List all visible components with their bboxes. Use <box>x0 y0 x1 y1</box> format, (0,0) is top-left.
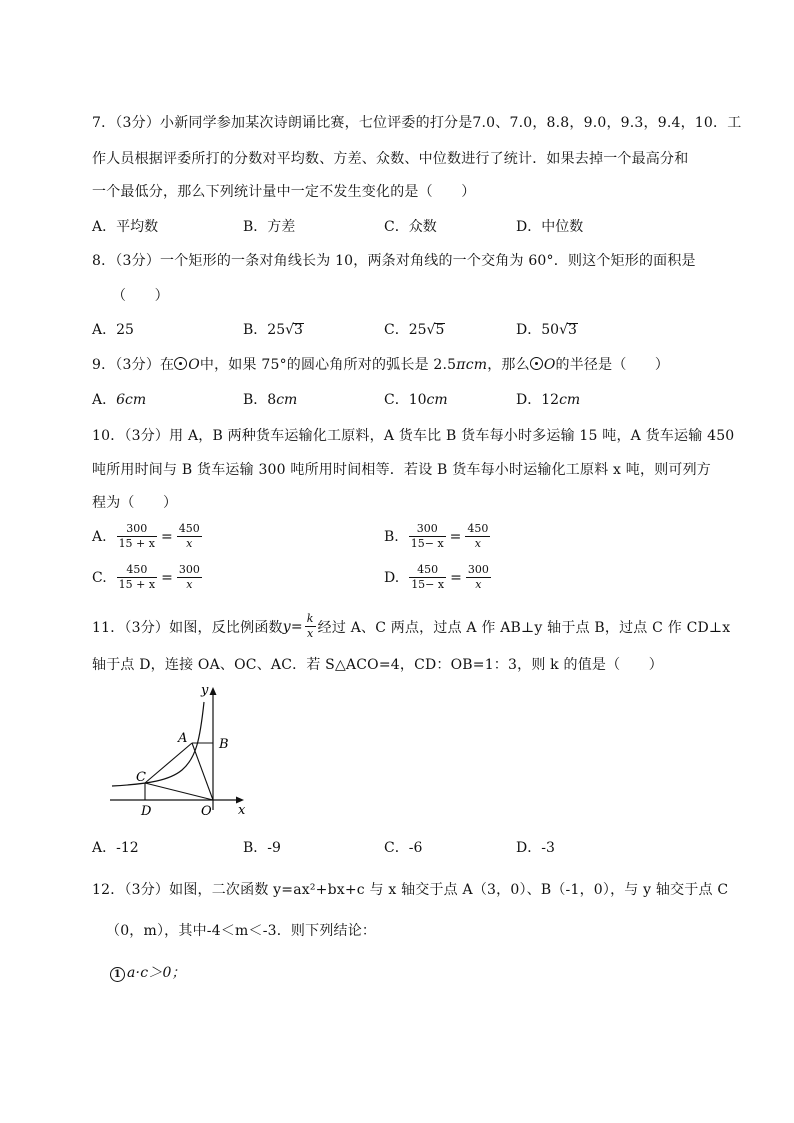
q7-line-3: 一个最低分，那么下列统计量中一定不发生变化的是（ ） <box>92 184 476 200</box>
q10-option-b: B. $\frac{300}{15- x}$ = $\frac{450}{x}$ <box>384 522 489 550</box>
q12-line-1: 12．（3分）如图，二次函数 y=ax²+bx+c 与 x 轴交于点 A（3，0）、B（-1，0），与 y 轴交于点 C <box>92 882 729 898</box>
q11-option-b: B．-9 <box>243 840 281 856</box>
sqrt-symbol: √ <box>559 322 568 338</box>
q8-line-2: （ ） <box>112 288 169 304</box>
q7-option-a: A．平均数 <box>92 219 159 235</box>
q8-line-1: 8．（3分）一个矩形的一条对角线长为 10，两条对角线的一个交角为 60°．则这个矩形的面积是 <box>92 253 696 269</box>
label-o: O <box>201 804 212 819</box>
circled-number-icon: 1 <box>110 967 125 982</box>
label-a: A <box>178 731 188 746</box>
q10-line-1: 10．（3分）用 A，B 两种货车运输化工原料，A 货车比 B 货车每小时多运输 15 吨，A 货车运输 450 <box>92 428 735 444</box>
q7-line-2: 作人员根据评委所打的分数对平均数、方差、众数、中位数进行了统计．如果去掉一个最高分和 <box>92 151 689 167</box>
label-y: y <box>201 683 209 698</box>
q8-option-a: A．25 <box>92 322 134 338</box>
q7-option-b: B．方差 <box>243 219 296 235</box>
q9-option-d: D．12cm <box>516 392 581 408</box>
label-c: C <box>136 770 146 785</box>
label-b: B <box>219 737 229 752</box>
q10-option-c: C. $\frac{450}{15 + x}$ = $\frac{300}{x}$ <box>92 563 200 591</box>
circle-dot-icon <box>174 357 187 370</box>
q10-option-d: D. $\frac{450}{15- x}$ = $\frac{300}{x}$ <box>384 563 489 591</box>
q11-option-d: D．-3 <box>516 840 555 856</box>
q10-line-3: 程为（ ） <box>92 495 178 511</box>
q10-option-a: A. $\frac{300}{15 + x}$ = $\frac{450}{x}$ <box>92 522 200 550</box>
circle-dot-icon <box>530 357 543 370</box>
sqrt-symbol: √ <box>426 322 436 338</box>
q11-option-c: C．-6 <box>384 840 423 856</box>
label-x: x <box>238 803 246 818</box>
q8-option-b: B．25√3 <box>243 322 303 338</box>
y-axis-arrow-icon <box>210 687 217 695</box>
q11-figure <box>100 680 260 820</box>
q11-line-2: 轴于点 D，连接 OA、OC、AC．若 S△ACO=4，CD：OB=1：3，则 k 的值是（ ） <box>92 657 663 673</box>
q8-option-c: C．25√5 <box>384 322 445 338</box>
q10-line-2: 吨所用时间与 B 货车运输 300 吨所用时间相等．若设 B 货车每小时运输化工原料 x 吨，则可列方 <box>92 462 711 478</box>
sqrt-symbol: √ <box>285 322 295 338</box>
q9-line-1: 9．（3分）在 O中，如果 75°的圆心角所对的弧长是 2.5πcm，那么 O的半径是（ ） <box>92 357 670 373</box>
q11-option-a: A．-12 <box>92 840 139 856</box>
label-d: D <box>141 804 152 819</box>
q12-item-1: 1 a·c＞0； <box>110 962 186 982</box>
q8-option-d: D．50√3 <box>516 322 577 338</box>
q9-option-c: C．10cm <box>384 392 448 408</box>
segment-oa <box>192 743 213 800</box>
q12-line-2: （0，m），其中-4＜m＜-3．则下列结论： <box>106 923 377 939</box>
q7-line-1: 7．（3分）小新同学参加某次诗朗诵比赛，七位评委的打分是7.0、7.0，8.8，9.0，9.3，9.4，10．工 <box>92 115 742 131</box>
q7-option-d: D．中位数 <box>516 219 584 235</box>
q11-line-1: 11．（3分）如图，反比例函数 y = $\frac{k}{x}$ 经过 A、C 两点，过点 A 作 AB⊥y 轴于点 B，过点 C 作 CD⊥x <box>92 612 731 640</box>
q9-option-b: B．8cm <box>243 392 298 408</box>
segment-oc <box>145 783 213 800</box>
q9-option-a: A．6cm <box>92 392 147 408</box>
q7-option-c: C．众数 <box>384 219 437 235</box>
